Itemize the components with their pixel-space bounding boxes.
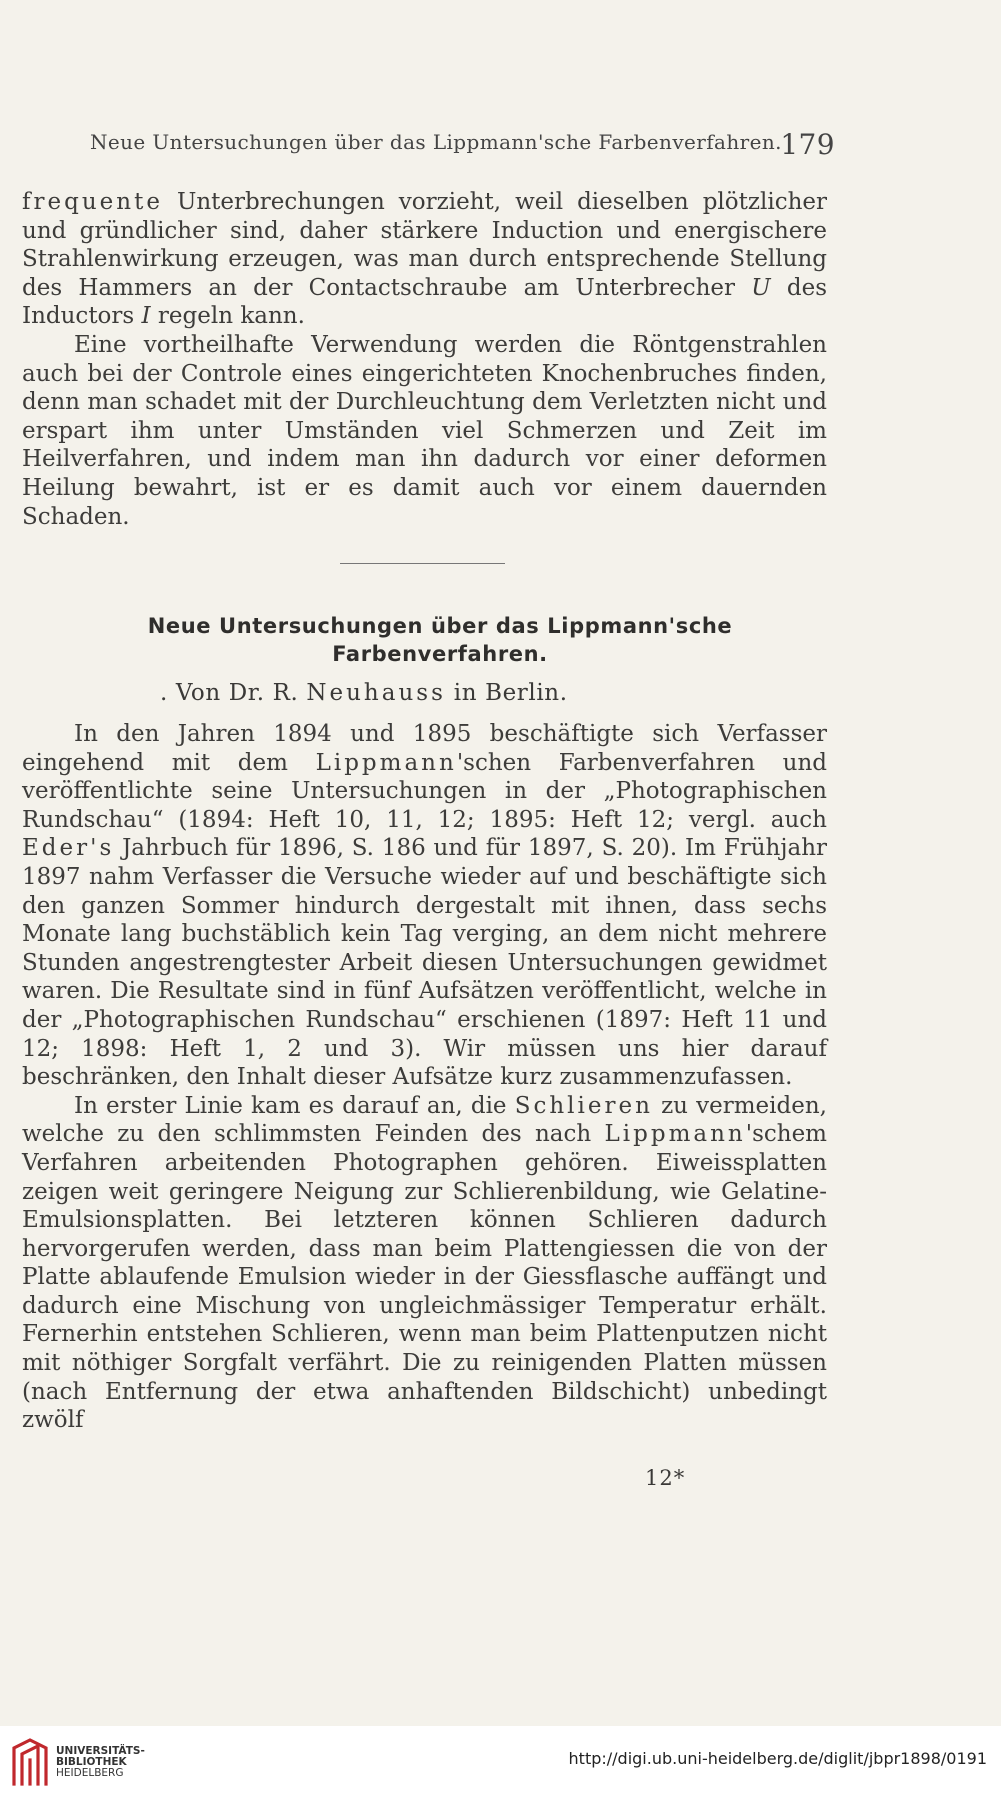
running-head [90, 128, 835, 161]
section-divider [340, 563, 505, 564]
text-run: . Von Dr. R. [160, 680, 307, 706]
library-logo-icon [10, 1738, 50, 1788]
paragraph: Eine vortheilhafte Verwendung werden die Röntgenstrahlen auch bei der Controle eines eingerichteten Knochenbruches finden, denn man schadet mit der Durchleuchtung dem Verletzten nicht und erspart ihm unter Umständen viel Schmerzen und Zeit im Heilverfahren, und indem man ihn dadurch vor einer deformen Heilung bewahrt, ist er es damit auch vor einem dauernden Schaden. [22, 331, 827, 530]
paragraph [22, 720, 827, 1092]
article-body [22, 720, 827, 1435]
author-name: Neuhauss [306, 680, 446, 706]
spaced-word: Lippmann [315, 749, 457, 776]
text-run: Unterbrechungen vorzieht, weil dieselben plötzlicher und gründlicher sind, daher stärkere Induction und energischere Strahlenwirkung erzeugen, was man durch entsprechende Stellung des Hammers an der Contactschraube am Unterbrecher [22, 189, 827, 301]
signature-mark: 12* [645, 1466, 686, 1490]
library-name-line: UNIVERSITÄTS- [56, 1745, 145, 1757]
library-footer [0, 1726, 1001, 1799]
running-head-title: Neue Untersuchungen über das Lippmann'sche Farbenverfahren. [90, 130, 782, 154]
paragraph [22, 1092, 827, 1435]
library-name-line: HEIDELBERG [56, 1767, 124, 1779]
title-line: Neue Untersuchungen über das Lippmann'sche [147, 614, 733, 638]
spaced-word: frequente [22, 189, 163, 215]
page-number: 179 [780, 128, 835, 161]
spaced-word: Schlieren [514, 1092, 653, 1119]
text-run: 'schem Verfahren arbeitenden Photographen gehören. Eiweissplatten zeigen weit geringere Neigung zur Schlierenbildung, wie Gelatine-Emulsionsplatten. Bei letzteren können Schlieren dadurch hervorgerufen werden, dass man beim Plattengiessen die von der Platte ablaufende Emulsion wieder in der Giessflasche auffängt und dadurch eine Mischung von ungleichmässiger Temperatur erhält. Fernerhin entstehen Schlieren, wenn man beim Plattenputzen nicht mit nöthiger Sorgfalt verfährt. Die zu reinigenden Platten müssen (nach Entfernung der etwa anhaftenden Bildschicht) unbedingt zwölf [22, 1121, 827, 1434]
library-name [56, 1746, 145, 1779]
spaced-word: Eder's [22, 835, 115, 862]
text-run: In erster Linie kam es darauf an, die [74, 1092, 515, 1119]
text-run: zu vermeiden, welche zu den schlimmsten Feinden des nach [22, 1092, 827, 1148]
continued-text [22, 188, 827, 531]
paragraph [22, 188, 827, 331]
text-run: regeln kann. [150, 303, 305, 330]
text-run: 'schen Farbenverfahren und veröffentlichte seine Untersuchungen in der „Photographischen Rundschau“ (1894: Heft 10, 11, 12; 1895: Heft 12; vergl. auch [22, 749, 828, 833]
text-run: Jahrbuch für 1896, S. 186 und für 1897, S. 20). Im Frühjahr 1897 nahm Verfasser die Versuche wieder auf und beschäftigte sich den ganzen Sommer hindurch dergestalt mit ihnen, dass sechs Monate lang buchstäblich kein Tag verging, an dem nicht mehrere Stunden angestrengtester Arbeit diesen Untersuchungen gewidmet waren. Die Resultate sind in fünf Aufsätzen veröffentlicht, welche in der „Photographischen Rundschau“ erschienen (1897: Heft 11 und 12; 1898: Heft 1, 2 und 3). Wir müssen uns hier darauf beschränken, den Inhalt dieser Aufsätze kurz zusammenzufassen. [22, 835, 827, 1091]
title-line: Farbenverfahren. [332, 642, 548, 666]
text-run: des Inductors [22, 274, 828, 330]
byline [160, 680, 740, 706]
text-run: In den Jahren 1894 und 1895 beschäftigte sich Verfasser eingehend mit dem [22, 721, 827, 776]
spaced-word: Lippmann [604, 1121, 746, 1148]
text-run: in Berlin. [445, 680, 568, 706]
source-url-link[interactable]: http://digi.ub.uni-heidelberg.de/diglit/jbpr1898/0191 [568, 1749, 987, 1768]
italic-symbol: U [751, 274, 771, 301]
library-name-line: BIBLIOTHEK [56, 1756, 127, 1768]
article-title [60, 612, 820, 668]
italic-symbol: I [141, 303, 151, 330]
